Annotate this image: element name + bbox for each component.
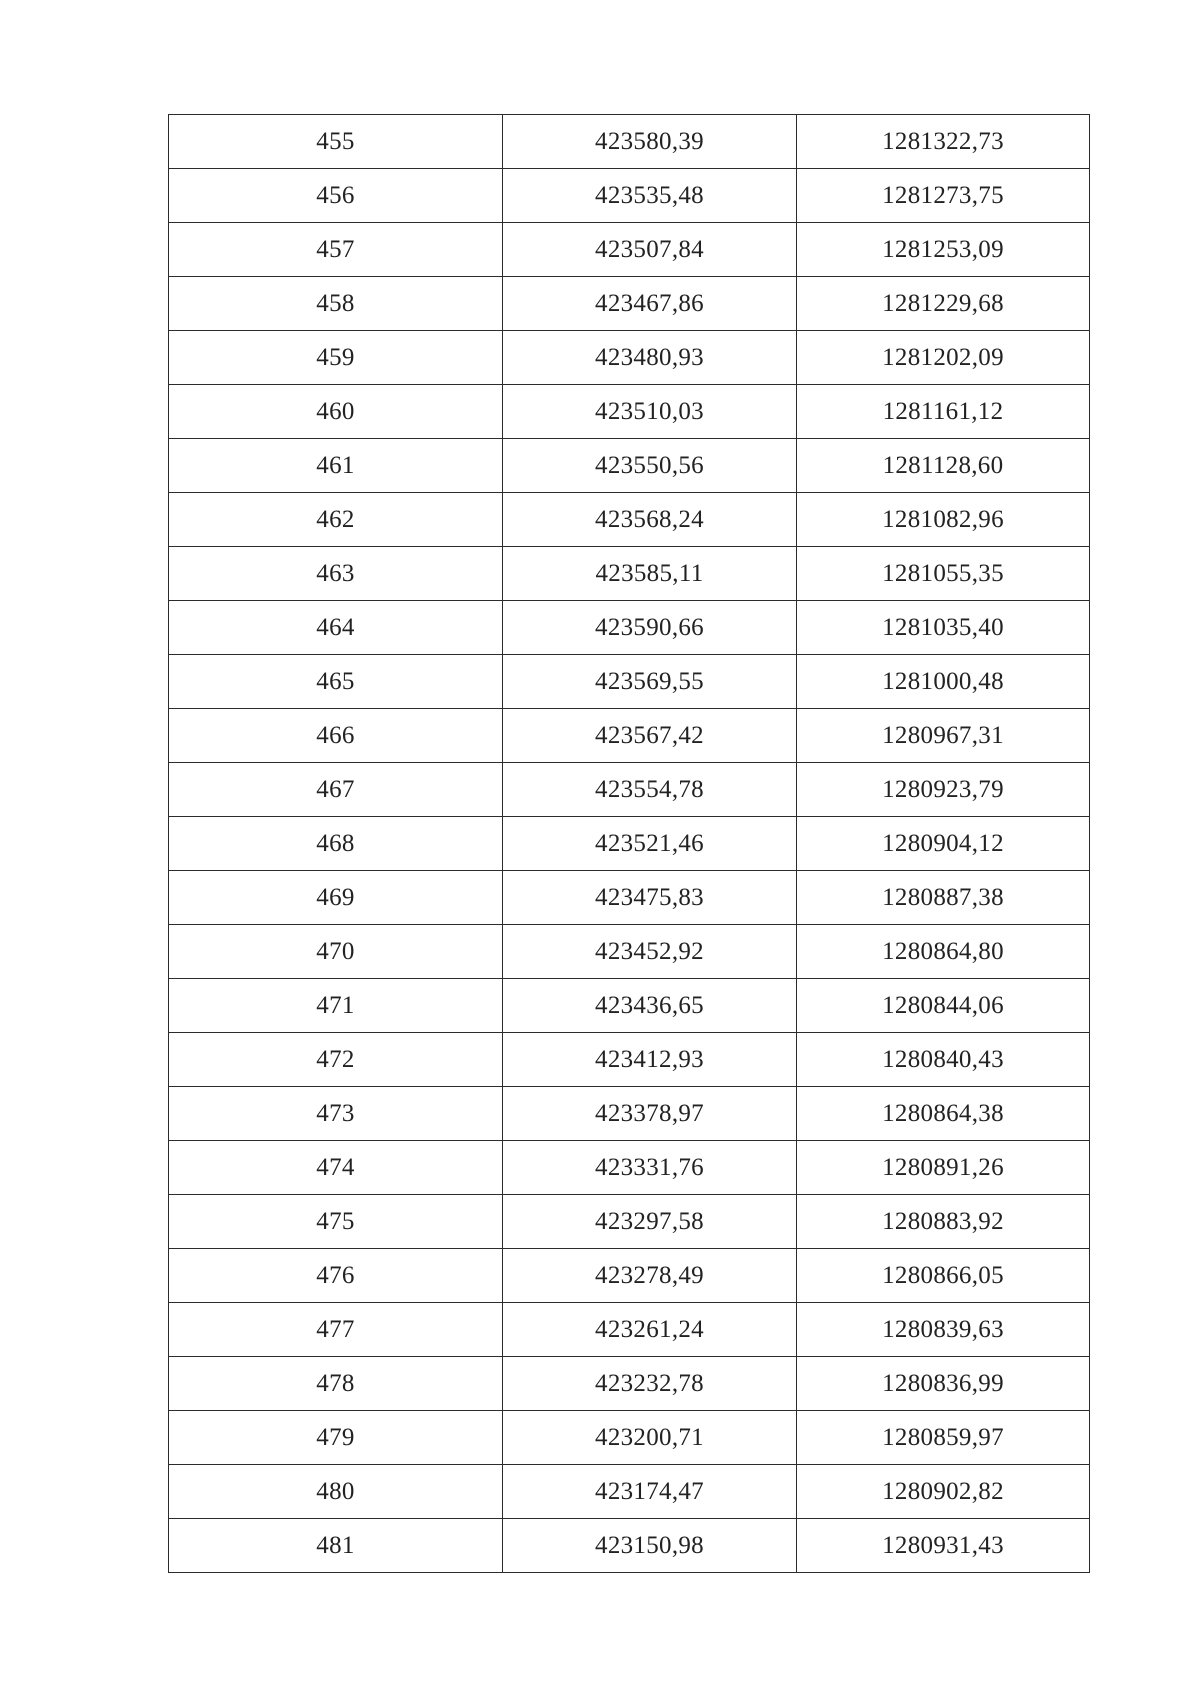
table-row [169, 115, 1090, 169]
table-row [169, 1249, 1090, 1303]
table-row [169, 871, 1090, 925]
table-row [169, 1465, 1090, 1519]
x-coordinate-cell: 423475,83 [503, 871, 797, 925]
x-coordinate-cell: 423436,65 [503, 979, 797, 1033]
table-row [169, 169, 1090, 223]
y-coordinate-cell: 1280902,82 [797, 1465, 1090, 1519]
point-number-cell: 466 [169, 709, 503, 763]
point-number-cell: 471 [169, 979, 503, 1033]
point-number-cell: 458 [169, 277, 503, 331]
x-coordinate-cell: 423554,78 [503, 763, 797, 817]
table-row [169, 277, 1090, 331]
point-number-cell: 472 [169, 1033, 503, 1087]
y-coordinate-cell: 1281322,73 [797, 115, 1090, 169]
x-coordinate-cell: 423567,42 [503, 709, 797, 763]
y-coordinate-cell: 1281253,09 [797, 223, 1090, 277]
y-coordinate-cell: 1280859,97 [797, 1411, 1090, 1465]
point-number-cell: 465 [169, 655, 503, 709]
x-coordinate-cell: 423278,49 [503, 1249, 797, 1303]
point-number-cell: 473 [169, 1087, 503, 1141]
point-number-cell: 480 [169, 1465, 503, 1519]
point-number-cell: 477 [169, 1303, 503, 1357]
point-number-cell: 463 [169, 547, 503, 601]
y-coordinate-cell: 1280866,05 [797, 1249, 1090, 1303]
table-row [169, 439, 1090, 493]
point-number-cell: 478 [169, 1357, 503, 1411]
y-coordinate-cell: 1280839,63 [797, 1303, 1090, 1357]
table-row [169, 331, 1090, 385]
x-coordinate-cell: 423507,84 [503, 223, 797, 277]
x-coordinate-cell: 423150,98 [503, 1519, 797, 1573]
table-row [169, 1033, 1090, 1087]
table-row [169, 601, 1090, 655]
x-coordinate-cell: 423412,93 [503, 1033, 797, 1087]
point-number-cell: 479 [169, 1411, 503, 1465]
y-coordinate-cell: 1281055,35 [797, 547, 1090, 601]
y-coordinate-cell: 1280923,79 [797, 763, 1090, 817]
y-coordinate-cell: 1281161,12 [797, 385, 1090, 439]
table-row [169, 817, 1090, 871]
coordinates-table [168, 114, 1090, 1573]
x-coordinate-cell: 423510,03 [503, 385, 797, 439]
y-coordinate-cell: 1280904,12 [797, 817, 1090, 871]
x-coordinate-cell: 423261,24 [503, 1303, 797, 1357]
point-number-cell: 475 [169, 1195, 503, 1249]
table-row [169, 493, 1090, 547]
table-row [169, 547, 1090, 601]
table-row [169, 1519, 1090, 1573]
y-coordinate-cell: 1280967,31 [797, 709, 1090, 763]
table-row [169, 1195, 1090, 1249]
x-coordinate-cell: 423200,71 [503, 1411, 797, 1465]
point-number-cell: 464 [169, 601, 503, 655]
table-row [169, 1411, 1090, 1465]
x-coordinate-cell: 423585,11 [503, 547, 797, 601]
y-coordinate-cell: 1280864,38 [797, 1087, 1090, 1141]
y-coordinate-cell: 1281000,48 [797, 655, 1090, 709]
table-row [169, 925, 1090, 979]
table-row [169, 979, 1090, 1033]
y-coordinate-cell: 1280864,80 [797, 925, 1090, 979]
x-coordinate-cell: 423590,66 [503, 601, 797, 655]
x-coordinate-cell: 423550,56 [503, 439, 797, 493]
point-number-cell: 460 [169, 385, 503, 439]
point-number-cell: 481 [169, 1519, 503, 1573]
table-row [169, 223, 1090, 277]
x-coordinate-cell: 423580,39 [503, 115, 797, 169]
x-coordinate-cell: 423378,97 [503, 1087, 797, 1141]
y-coordinate-cell: 1281082,96 [797, 493, 1090, 547]
y-coordinate-cell: 1280887,38 [797, 871, 1090, 925]
point-number-cell: 462 [169, 493, 503, 547]
x-coordinate-cell: 423297,58 [503, 1195, 797, 1249]
x-coordinate-cell: 423452,92 [503, 925, 797, 979]
point-number-cell: 467 [169, 763, 503, 817]
table-row [169, 709, 1090, 763]
point-number-cell: 457 [169, 223, 503, 277]
point-number-cell: 459 [169, 331, 503, 385]
x-coordinate-cell: 423480,93 [503, 331, 797, 385]
table-row [169, 1303, 1090, 1357]
table-row [169, 1141, 1090, 1195]
point-number-cell: 461 [169, 439, 503, 493]
y-coordinate-cell: 1280891,26 [797, 1141, 1090, 1195]
x-coordinate-cell: 423467,86 [503, 277, 797, 331]
x-coordinate-cell: 423521,46 [503, 817, 797, 871]
y-coordinate-cell: 1280931,43 [797, 1519, 1090, 1573]
point-number-cell: 455 [169, 115, 503, 169]
y-coordinate-cell: 1280844,06 [797, 979, 1090, 1033]
x-coordinate-cell: 423232,78 [503, 1357, 797, 1411]
y-coordinate-cell: 1281273,75 [797, 169, 1090, 223]
y-coordinate-cell: 1281202,09 [797, 331, 1090, 385]
y-coordinate-cell: 1280840,43 [797, 1033, 1090, 1087]
point-number-cell: 470 [169, 925, 503, 979]
x-coordinate-cell: 423174,47 [503, 1465, 797, 1519]
table-row [169, 1087, 1090, 1141]
y-coordinate-cell: 1280836,99 [797, 1357, 1090, 1411]
x-coordinate-cell: 423568,24 [503, 493, 797, 547]
x-coordinate-cell: 423331,76 [503, 1141, 797, 1195]
point-number-cell: 468 [169, 817, 503, 871]
point-number-cell: 469 [169, 871, 503, 925]
y-coordinate-cell: 1281128,60 [797, 439, 1090, 493]
y-coordinate-cell: 1281229,68 [797, 277, 1090, 331]
x-coordinate-cell: 423569,55 [503, 655, 797, 709]
y-coordinate-cell: 1280883,92 [797, 1195, 1090, 1249]
point-number-cell: 456 [169, 169, 503, 223]
table-row [169, 1357, 1090, 1411]
table-row [169, 655, 1090, 709]
point-number-cell: 476 [169, 1249, 503, 1303]
table-row [169, 763, 1090, 817]
table-row [169, 385, 1090, 439]
y-coordinate-cell: 1281035,40 [797, 601, 1090, 655]
point-number-cell: 474 [169, 1141, 503, 1195]
coordinates-table-body [169, 115, 1090, 1573]
x-coordinate-cell: 423535,48 [503, 169, 797, 223]
